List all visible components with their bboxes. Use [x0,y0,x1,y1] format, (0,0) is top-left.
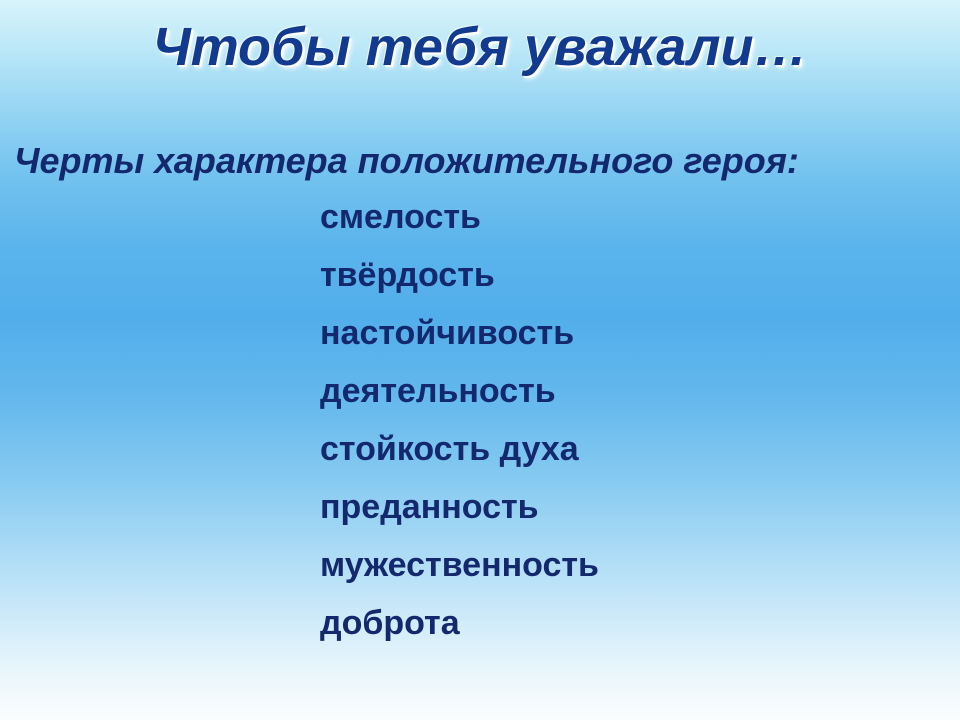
slide-subtitle: Черты характера положительного героя: [14,140,799,181]
list-item: мужественность [320,546,599,584]
list-item: преданность [320,488,539,526]
list-item: доброта [320,604,460,642]
list-item: смелость [320,198,481,236]
list-item: деятельность [320,372,556,410]
traits-list [320,200,920,640]
list-item: настойчивость [320,314,575,352]
list-item: стойкость духа [320,430,579,468]
list-item: твёрдость [320,256,495,294]
slide-title: Чтобы тебя уважали… [152,17,808,77]
